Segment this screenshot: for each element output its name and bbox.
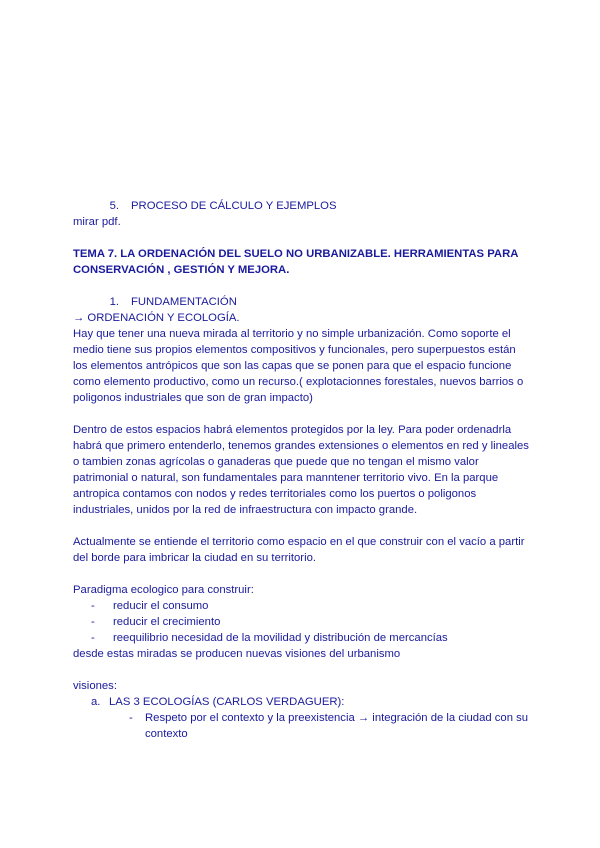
list-item (73, 614, 533, 630)
paragraph-3: Actualmente se entiende el territorio como espacio en el que construir con el vacío a partir del borde para imbricar la ciudad en su territorio. (73, 536, 525, 564)
list-number: 1. (109, 296, 119, 308)
subheading: → ORDENACIÓN Y ECOLOGÍA. (73, 312, 240, 324)
paragraph-1: Hay que tener una nueva mirada al territorio y no simple urbanización. Como soporte el medio tiene sus propios elementos compositivos y funcionales, pero superpuestos están los elementos antrópicos que son las capas que se ponen para que el espacio funcione como elemento productivo, como un recurso.( explotacionnes forestales, nuevos barrios o poligonos industriales que son de gran impacto) (73, 328, 524, 404)
list-item (73, 630, 533, 646)
paradigm-intro: Paradigma ecologico para construir: (73, 584, 254, 596)
list-number: 5. (109, 200, 119, 212)
document-page (73, 198, 533, 742)
list-marker: a. (91, 696, 101, 708)
list-label: PROCESO DE CÁLCULO Y EJEMPLOS (131, 200, 337, 212)
list-label: LAS 3 ECOLOGÍAS (CARLOS VERDAGUER): (109, 696, 345, 708)
bullet-dash: - (91, 632, 95, 644)
list-label: reducir el consumo (113, 600, 209, 612)
list-item-a (73, 694, 533, 710)
tema-title: TEMA 7. LA ORDENACIÓN DEL SUELO NO URBANIZABLE. HERRAMIENTAS PARA CONSERVACIÓN , GESTIÓN Y MEJORA. (73, 248, 518, 276)
bullet-dash: - (129, 712, 133, 724)
note-text: mirar pdf. (73, 216, 121, 228)
bullet-dash: - (91, 616, 95, 628)
paragraph-2: Dentro de estos espacios habrá elementos protegidos por la ley. Para poder ordenadrla habrá que primero entenderlo, tenemos grandes extensiones o elementos en red y lineales o tambien zonas agrícolas o ganaderas que puede que no tengan el mismo valor patrimonial o natural, son fundamentales para manntener territorio vivo. En la parque antropica contamos con nodos y redes territoriales como los puertos o poligonos industriales, unidos por la red de infraestructura con impacto grande. (73, 424, 529, 516)
bullet-dash: - (91, 600, 95, 612)
list-item (73, 598, 533, 614)
list-label: Respeto por el contexto y la preexistencia → integración de la ciudad con su contexto (145, 712, 529, 740)
list-item-section-5 (73, 198, 533, 214)
sub-list-item (73, 710, 533, 742)
paradigm-outro: desde estas miradas se producen nuevas visiones del urbanismo (73, 648, 401, 660)
list-label: reequilibrio necesidad de la movilidad y distribución de mercancías (113, 632, 448, 644)
list-label: reducir el crecimiento (113, 616, 221, 628)
list-item-1 (73, 294, 533, 310)
list-label: FUNDAMENTACIÓN (131, 296, 237, 308)
visiones-label: visiones: (73, 680, 117, 692)
